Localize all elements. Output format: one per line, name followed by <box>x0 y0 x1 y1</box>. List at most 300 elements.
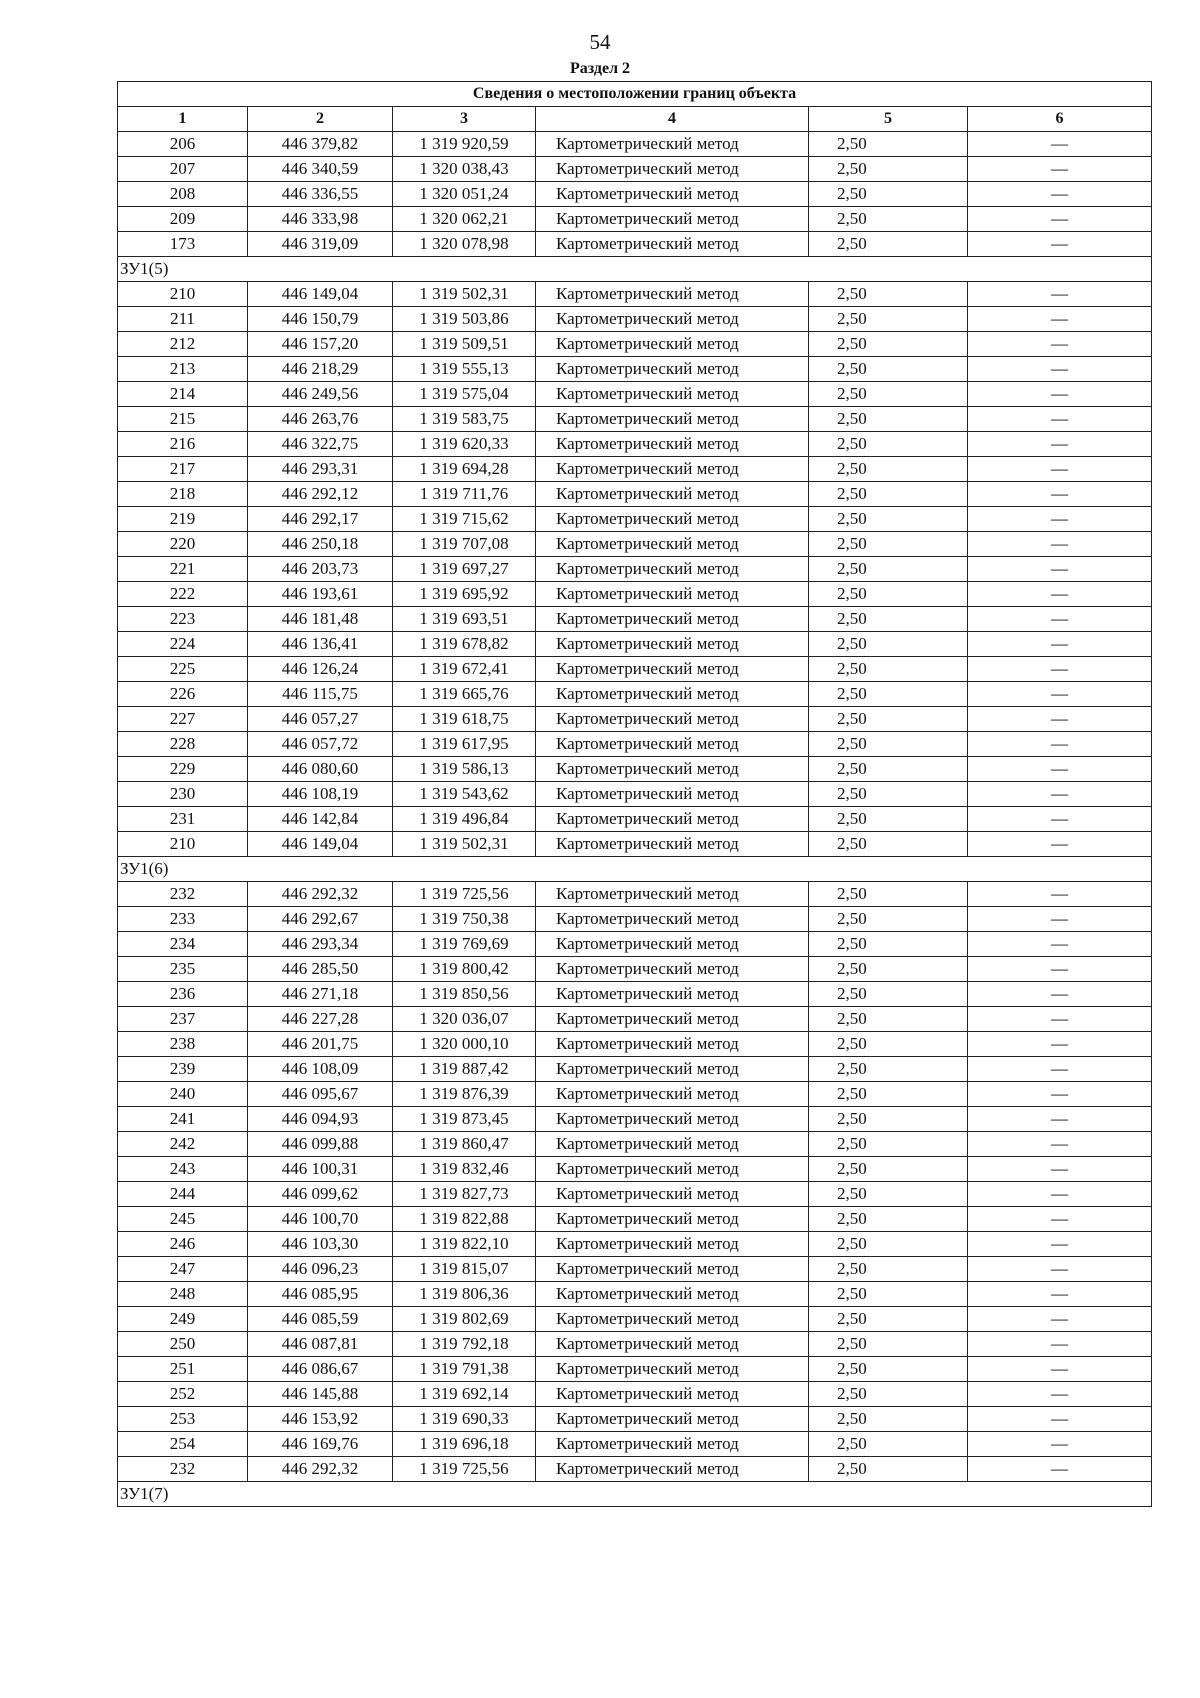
y-coordinate-cell: 1 319 678,82 <box>393 632 536 657</box>
method-cell: Картометрический метод <box>536 157 809 182</box>
method-cell: Картометрический метод <box>536 1382 809 1407</box>
point-number-cell: 228 <box>118 732 248 757</box>
table-row <box>118 132 1152 157</box>
method-cell: Картометрический метод <box>536 432 809 457</box>
table-row <box>118 1182 1152 1207</box>
y-coordinate-cell: 1 319 502,31 <box>393 282 536 307</box>
x-coordinate-cell: 446 142,84 <box>248 807 393 832</box>
y-coordinate-cell: 1 319 832,46 <box>393 1157 536 1182</box>
table-row <box>118 732 1152 757</box>
x-coordinate-cell: 446 250,18 <box>248 532 393 557</box>
group-row <box>118 257 1152 282</box>
description-cell: — <box>968 207 1152 232</box>
x-coordinate-cell: 446 100,31 <box>248 1157 393 1182</box>
table-row <box>118 1332 1152 1357</box>
description-cell: — <box>968 1132 1152 1157</box>
point-number-cell: 248 <box>118 1282 248 1307</box>
table-row <box>118 332 1152 357</box>
accuracy-cell: 2,50 <box>809 332 968 357</box>
x-coordinate-cell: 446 203,73 <box>248 557 393 582</box>
description-cell: — <box>968 1432 1152 1457</box>
accuracy-cell: 2,50 <box>809 507 968 532</box>
x-coordinate-cell: 446 292,32 <box>248 1457 393 1482</box>
group-row <box>118 857 1152 882</box>
section-title: Раздел 2 <box>569 60 631 77</box>
method-cell: Картометрический метод <box>536 1007 809 1032</box>
x-coordinate-cell: 446 293,31 <box>248 457 393 482</box>
y-coordinate-cell: 1 319 586,13 <box>393 757 536 782</box>
point-number-cell: 234 <box>118 932 248 957</box>
method-cell: Картометрический метод <box>536 1357 809 1382</box>
y-coordinate-cell: 1 319 620,33 <box>393 432 536 457</box>
table-row <box>118 1257 1152 1282</box>
table-row <box>118 982 1152 1007</box>
x-coordinate-cell: 446 271,18 <box>248 982 393 1007</box>
table-row <box>118 682 1152 707</box>
description-cell: — <box>968 1357 1152 1382</box>
method-cell: Картометрический метод <box>536 1182 809 1207</box>
method-cell: Картометрический метод <box>536 807 809 832</box>
table-row <box>118 1432 1152 1457</box>
table-row <box>118 1282 1152 1307</box>
group-row <box>118 1482 1152 1507</box>
x-coordinate-cell: 446 149,04 <box>248 282 393 307</box>
x-coordinate-cell: 446 249,56 <box>248 382 393 407</box>
point-number-cell: 211 <box>118 307 248 332</box>
y-coordinate-cell: 1 319 583,75 <box>393 407 536 432</box>
y-coordinate-cell: 1 319 860,47 <box>393 1132 536 1157</box>
point-number-cell: 206 <box>118 132 248 157</box>
accuracy-cell: 2,50 <box>809 1032 968 1057</box>
y-coordinate-cell: 1 319 665,76 <box>393 682 536 707</box>
table-row <box>118 1457 1152 1482</box>
accuracy-cell: 2,50 <box>809 782 968 807</box>
accuracy-cell: 2,50 <box>809 607 968 632</box>
description-cell: — <box>968 182 1152 207</box>
table-row <box>118 757 1152 782</box>
point-number-cell: 221 <box>118 557 248 582</box>
point-number-cell: 250 <box>118 1332 248 1357</box>
method-cell: Картометрический метод <box>536 1432 809 1457</box>
point-number-cell: 229 <box>118 757 248 782</box>
y-coordinate-cell: 1 319 850,56 <box>393 982 536 1007</box>
x-coordinate-cell: 446 094,93 <box>248 1107 393 1132</box>
table-row <box>118 1007 1152 1032</box>
y-coordinate-cell: 1 319 692,14 <box>393 1382 536 1407</box>
column-header-6: 6 <box>968 107 1152 132</box>
accuracy-cell: 2,50 <box>809 1107 968 1132</box>
method-cell: Картометрический метод <box>536 882 809 907</box>
accuracy-cell: 2,50 <box>809 157 968 182</box>
y-coordinate-cell: 1 319 711,76 <box>393 482 536 507</box>
point-number-cell: 220 <box>118 532 248 557</box>
x-coordinate-cell: 446 227,28 <box>248 1007 393 1032</box>
y-coordinate-cell: 1 319 502,31 <box>393 832 536 857</box>
x-coordinate-cell: 446 322,75 <box>248 432 393 457</box>
accuracy-cell: 2,50 <box>809 957 968 982</box>
method-cell: Картометрический метод <box>536 1257 809 1282</box>
description-cell: — <box>968 782 1152 807</box>
y-coordinate-cell: 1 319 822,10 <box>393 1232 536 1257</box>
point-number-cell: 237 <box>118 1007 248 1032</box>
y-coordinate-cell: 1 319 496,84 <box>393 807 536 832</box>
table-row <box>118 157 1152 182</box>
table-row <box>118 232 1152 257</box>
accuracy-cell: 2,50 <box>809 207 968 232</box>
table-row <box>118 1232 1152 1257</box>
y-coordinate-cell: 1 319 618,75 <box>393 707 536 732</box>
x-coordinate-cell: 446 115,75 <box>248 682 393 707</box>
y-coordinate-cell: 1 319 509,51 <box>393 332 536 357</box>
accuracy-cell: 2,50 <box>809 407 968 432</box>
description-cell: — <box>968 1157 1152 1182</box>
point-number-cell: 224 <box>118 632 248 657</box>
method-cell: Картометрический метод <box>536 507 809 532</box>
table-row <box>118 807 1152 832</box>
x-coordinate-cell: 446 099,62 <box>248 1182 393 1207</box>
description-cell: — <box>968 932 1152 957</box>
table-row <box>118 1357 1152 1382</box>
column-header-5: 5 <box>809 107 968 132</box>
y-coordinate-cell: 1 319 543,62 <box>393 782 536 807</box>
description-cell: — <box>968 1057 1152 1082</box>
method-cell: Картометрический метод <box>536 557 809 582</box>
point-number-cell: 244 <box>118 1182 248 1207</box>
description-cell: — <box>968 682 1152 707</box>
point-number-cell: 231 <box>118 807 248 832</box>
description-cell: — <box>968 132 1152 157</box>
y-coordinate-cell: 1 319 503,86 <box>393 307 536 332</box>
description-cell: — <box>968 907 1152 932</box>
y-coordinate-cell: 1 319 822,88 <box>393 1207 536 1232</box>
description-cell: — <box>968 557 1152 582</box>
method-cell: Картометрический метод <box>536 707 809 732</box>
method-cell: Картометрический метод <box>536 682 809 707</box>
x-coordinate-cell: 446 333,98 <box>248 207 393 232</box>
accuracy-cell: 2,50 <box>809 632 968 657</box>
accuracy-cell: 2,50 <box>809 232 968 257</box>
y-coordinate-cell: 1 319 575,04 <box>393 382 536 407</box>
point-number-cell: 243 <box>118 1157 248 1182</box>
point-number-cell: 212 <box>118 332 248 357</box>
y-coordinate-cell: 1 319 876,39 <box>393 1082 536 1107</box>
description-cell: — <box>968 1382 1152 1407</box>
table-row <box>118 1032 1152 1057</box>
x-coordinate-cell: 446 145,88 <box>248 1382 393 1407</box>
x-coordinate-cell: 446 201,75 <box>248 1032 393 1057</box>
point-number-cell: 251 <box>118 1357 248 1382</box>
method-cell: Картометрический метод <box>536 832 809 857</box>
accuracy-cell: 2,50 <box>809 457 968 482</box>
table-row <box>118 932 1152 957</box>
point-number-cell: 232 <box>118 882 248 907</box>
method-cell: Картометрический метод <box>536 907 809 932</box>
point-number-cell: 236 <box>118 982 248 1007</box>
table-row <box>118 532 1152 557</box>
method-cell: Картометрический метод <box>536 207 809 232</box>
y-coordinate-cell: 1 319 769,69 <box>393 932 536 957</box>
accuracy-cell: 2,50 <box>809 732 968 757</box>
point-number-cell: 209 <box>118 207 248 232</box>
method-cell: Картометрический метод <box>536 357 809 382</box>
description-cell: — <box>968 157 1152 182</box>
description-cell: — <box>968 732 1152 757</box>
accuracy-cell: 2,50 <box>809 1457 968 1482</box>
y-coordinate-cell: 1 319 791,38 <box>393 1357 536 1382</box>
accuracy-cell: 2,50 <box>809 1082 968 1107</box>
description-cell: — <box>968 582 1152 607</box>
point-number-cell: 240 <box>118 1082 248 1107</box>
table-header-row <box>118 107 1152 132</box>
description-cell: — <box>968 1307 1152 1332</box>
description-cell: — <box>968 957 1152 982</box>
table-row <box>118 607 1152 632</box>
description-cell: — <box>968 632 1152 657</box>
description-cell: — <box>968 357 1152 382</box>
accuracy-cell: 2,50 <box>809 357 968 382</box>
method-cell: Картометрический метод <box>536 1132 809 1157</box>
y-coordinate-cell: 1 320 062,21 <box>393 207 536 232</box>
x-coordinate-cell: 446 292,67 <box>248 907 393 932</box>
point-number-cell: 213 <box>118 357 248 382</box>
method-cell: Картометрический метод <box>536 1307 809 1332</box>
y-coordinate-cell: 1 319 806,36 <box>393 1282 536 1307</box>
y-coordinate-cell: 1 319 555,13 <box>393 357 536 382</box>
table-row <box>118 1407 1152 1432</box>
table-row <box>118 907 1152 932</box>
description-cell: — <box>968 332 1152 357</box>
accuracy-cell: 2,50 <box>809 1357 968 1382</box>
description-cell: — <box>968 757 1152 782</box>
method-cell: Картометрический метод <box>536 757 809 782</box>
description-cell: — <box>968 1207 1152 1232</box>
method-cell: Картометрический метод <box>536 1207 809 1232</box>
accuracy-cell: 2,50 <box>809 1182 968 1207</box>
x-coordinate-cell: 446 136,41 <box>248 632 393 657</box>
accuracy-cell: 2,50 <box>809 1307 968 1332</box>
accuracy-cell: 2,50 <box>809 1282 968 1307</box>
description-cell: — <box>968 1332 1152 1357</box>
method-cell: Картометрический метод <box>536 1457 809 1482</box>
x-coordinate-cell: 446 181,48 <box>248 607 393 632</box>
point-number-cell: 249 <box>118 1307 248 1332</box>
y-coordinate-cell: 1 319 696,18 <box>393 1432 536 1457</box>
table-row <box>118 382 1152 407</box>
y-coordinate-cell: 1 319 827,73 <box>393 1182 536 1207</box>
point-number-cell: 216 <box>118 432 248 457</box>
method-cell: Картометрический метод <box>536 382 809 407</box>
description-cell: — <box>968 1282 1152 1307</box>
accuracy-cell: 2,50 <box>809 432 968 457</box>
point-number-cell: 233 <box>118 907 248 932</box>
x-coordinate-cell: 446 096,23 <box>248 1257 393 1282</box>
accuracy-cell: 2,50 <box>809 1057 968 1082</box>
method-cell: Картометрический метод <box>536 232 809 257</box>
accuracy-cell: 2,50 <box>809 657 968 682</box>
point-number-cell: 239 <box>118 1057 248 1082</box>
description-cell: — <box>968 1182 1152 1207</box>
accuracy-cell: 2,50 <box>809 557 968 582</box>
x-coordinate-cell: 446 085,95 <box>248 1282 393 1307</box>
table-row <box>118 432 1152 457</box>
x-coordinate-cell: 446 099,88 <box>248 1132 393 1157</box>
y-coordinate-cell: 1 319 792,18 <box>393 1332 536 1357</box>
method-cell: Картометрический метод <box>536 332 809 357</box>
y-coordinate-cell: 1 319 695,92 <box>393 582 536 607</box>
description-cell: — <box>968 1007 1152 1032</box>
point-number-cell: 235 <box>118 957 248 982</box>
point-number-cell: 225 <box>118 657 248 682</box>
x-coordinate-cell: 446 108,19 <box>248 782 393 807</box>
point-number-cell: 238 <box>118 1032 248 1057</box>
accuracy-cell: 2,50 <box>809 1407 968 1432</box>
description-cell: — <box>968 982 1152 1007</box>
point-number-cell: 232 <box>118 1457 248 1482</box>
table-row <box>118 207 1152 232</box>
accuracy-cell: 2,50 <box>809 1132 968 1157</box>
table-caption-row <box>118 82 1152 107</box>
y-coordinate-cell: 1 319 617,95 <box>393 732 536 757</box>
y-coordinate-cell: 1 319 690,33 <box>393 1407 536 1432</box>
description-cell: — <box>968 832 1152 857</box>
boundary-coordinates-table <box>117 81 1152 1507</box>
point-number-cell: 253 <box>118 1407 248 1432</box>
x-coordinate-cell: 446 057,72 <box>248 732 393 757</box>
description-cell: — <box>968 482 1152 507</box>
point-number-cell: 223 <box>118 607 248 632</box>
y-coordinate-cell: 1 319 672,41 <box>393 657 536 682</box>
method-cell: Картометрический метод <box>536 982 809 1007</box>
accuracy-cell: 2,50 <box>809 132 968 157</box>
x-coordinate-cell: 446 150,79 <box>248 307 393 332</box>
table-row <box>118 407 1152 432</box>
x-coordinate-cell: 446 336,55 <box>248 182 393 207</box>
point-number-cell: 208 <box>118 182 248 207</box>
description-cell: — <box>968 1257 1152 1282</box>
table-row <box>118 1207 1152 1232</box>
x-coordinate-cell: 446 292,32 <box>248 882 393 907</box>
y-coordinate-cell: 1 319 800,42 <box>393 957 536 982</box>
point-number-cell: 226 <box>118 682 248 707</box>
table-row <box>118 507 1152 532</box>
accuracy-cell: 2,50 <box>809 982 968 1007</box>
point-number-cell: 227 <box>118 707 248 732</box>
description-cell: — <box>968 1082 1152 1107</box>
point-number-cell: 210 <box>118 832 248 857</box>
x-coordinate-cell: 446 218,29 <box>248 357 393 382</box>
description-cell: — <box>968 432 1152 457</box>
table-row <box>118 1107 1152 1132</box>
x-coordinate-cell: 446 103,30 <box>248 1232 393 1257</box>
accuracy-cell: 2,50 <box>809 707 968 732</box>
accuracy-cell: 2,50 <box>809 282 968 307</box>
table-caption: Сведения о местоположении границ объекта <box>118 82 1152 107</box>
description-cell: — <box>968 307 1152 332</box>
method-cell: Картометрический метод <box>536 182 809 207</box>
description-cell: — <box>968 532 1152 557</box>
description-cell: — <box>968 382 1152 407</box>
accuracy-cell: 2,50 <box>809 807 968 832</box>
method-cell: Картометрический метод <box>536 782 809 807</box>
accuracy-cell: 2,50 <box>809 532 968 557</box>
y-coordinate-cell: 1 319 697,27 <box>393 557 536 582</box>
method-cell: Картометрический метод <box>536 407 809 432</box>
x-coordinate-cell: 446 153,92 <box>248 1407 393 1432</box>
accuracy-cell: 2,50 <box>809 832 968 857</box>
description-cell: — <box>968 282 1152 307</box>
point-number-cell: 214 <box>118 382 248 407</box>
table-row <box>118 832 1152 857</box>
point-number-cell: 222 <box>118 582 248 607</box>
point-number-cell: 254 <box>118 1432 248 1457</box>
method-cell: Картометрический метод <box>536 1282 809 1307</box>
page-number: 54 <box>589 30 611 54</box>
x-coordinate-cell: 446 193,61 <box>248 582 393 607</box>
accuracy-cell: 2,50 <box>809 1382 968 1407</box>
method-cell: Картометрический метод <box>536 457 809 482</box>
point-number-cell: 210 <box>118 282 248 307</box>
group-label: ЗУ1(7) <box>118 1482 1152 1507</box>
y-coordinate-cell: 1 319 802,69 <box>393 1307 536 1332</box>
group-label: ЗУ1(6) <box>118 857 1152 882</box>
y-coordinate-cell: 1 319 887,42 <box>393 1057 536 1082</box>
accuracy-cell: 2,50 <box>809 1207 968 1232</box>
y-coordinate-cell: 1 319 725,56 <box>393 882 536 907</box>
description-cell: — <box>968 1032 1152 1057</box>
description-cell: — <box>968 657 1152 682</box>
method-cell: Картометрический метод <box>536 1032 809 1057</box>
point-number-cell: 217 <box>118 457 248 482</box>
accuracy-cell: 2,50 <box>809 382 968 407</box>
x-coordinate-cell: 446 169,76 <box>248 1432 393 1457</box>
table-row <box>118 457 1152 482</box>
description-cell: — <box>968 882 1152 907</box>
x-coordinate-cell: 446 057,27 <box>248 707 393 732</box>
table-row <box>118 782 1152 807</box>
x-coordinate-cell: 446 086,67 <box>248 1357 393 1382</box>
point-number-cell: 252 <box>118 1382 248 1407</box>
point-number-cell: 207 <box>118 157 248 182</box>
accuracy-cell: 2,50 <box>809 1432 968 1457</box>
accuracy-cell: 2,50 <box>809 182 968 207</box>
x-coordinate-cell: 446 126,24 <box>248 657 393 682</box>
table-row <box>118 657 1152 682</box>
method-cell: Картометрический метод <box>536 132 809 157</box>
x-coordinate-cell: 446 095,67 <box>248 1082 393 1107</box>
description-cell: — <box>968 1232 1152 1257</box>
y-coordinate-cell: 1 319 694,28 <box>393 457 536 482</box>
description-cell: — <box>968 707 1152 732</box>
accuracy-cell: 2,50 <box>809 882 968 907</box>
method-cell: Картометрический метод <box>536 607 809 632</box>
table-row <box>118 357 1152 382</box>
y-coordinate-cell: 1 320 078,98 <box>393 232 536 257</box>
y-coordinate-cell: 1 319 815,07 <box>393 1257 536 1282</box>
x-coordinate-cell: 446 080,60 <box>248 757 393 782</box>
column-header-2: 2 <box>248 107 393 132</box>
table-row <box>118 707 1152 732</box>
x-coordinate-cell: 446 340,59 <box>248 157 393 182</box>
x-coordinate-cell: 446 149,04 <box>248 832 393 857</box>
accuracy-cell: 2,50 <box>809 307 968 332</box>
table-row <box>118 1382 1152 1407</box>
table-row <box>118 1307 1152 1332</box>
point-number-cell: 241 <box>118 1107 248 1132</box>
x-coordinate-cell: 446 087,81 <box>248 1332 393 1357</box>
y-coordinate-cell: 1 319 873,45 <box>393 1107 536 1132</box>
method-cell: Картометрический метод <box>536 1057 809 1082</box>
accuracy-cell: 2,50 <box>809 757 968 782</box>
